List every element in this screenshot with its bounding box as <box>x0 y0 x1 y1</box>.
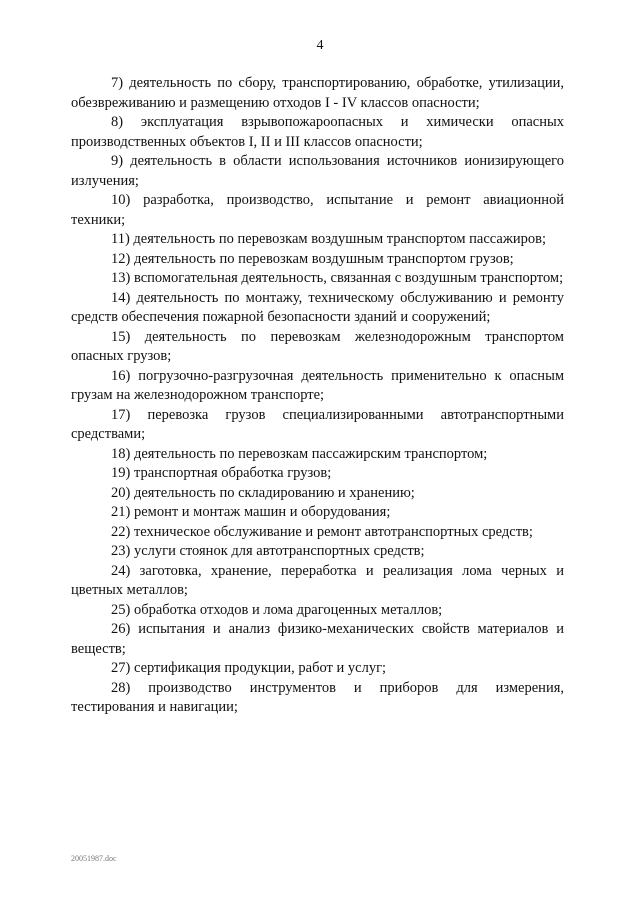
list-item: 28) производство инструментов и приборов для измерения, тестирования и навигации; <box>71 679 564 715</box>
list-item: 27) сертификация продукции, работ и услуг; <box>111 660 387 676</box>
list-item: 11) деятельность по перевозкам воздушным транспортом пассажиров; <box>111 231 546 247</box>
list-item: 9) деятельность в области использования источников ионизирующего излучения; <box>71 153 564 189</box>
list-item: 21) ремонт и монтаж машин и оборудования; <box>111 504 391 520</box>
list-item: 22) техническое обслуживание и ремонт автотранспортных средств; <box>111 523 533 540</box>
list-item: 26) испытания и анализ физико-механических свойств материалов и веществ; <box>71 621 564 657</box>
list-item: 10) разработка, производство, испытание и ремонт авиационной техники; <box>71 192 564 228</box>
footer-filename: 20051987.doc <box>71 854 117 863</box>
list-item: 15) деятельность по перевозкам железнодорожным транспортом опасных грузов; <box>71 328 564 364</box>
list-item: 25) обработка отходов и лома драгоценных металлов; <box>111 601 443 618</box>
list-item: 19) транспортная обработка грузов; <box>111 465 332 481</box>
list-item: 18) деятельность по перевозкам пассажирским транспортом; <box>111 445 488 462</box>
list-item: 20) деятельность по складированию и хранению; <box>111 484 415 501</box>
list-item: 23) услуги стоянок для автотранспортных средств; <box>111 543 425 559</box>
list-item: 17) перевозка грузов специализированными автотранспортными средствами; <box>71 406 564 442</box>
list-item: 7) деятельность по сбору, транспортированию, обработке, утилизации, обезвреживанию и размещению отходов I - IV классов опасности; <box>71 75 564 111</box>
list-item: 14) деятельность по монтажу, техническому обслуживанию и ремонту средств обеспечения пожарной безопасности зданий и сооружений; <box>71 289 564 325</box>
list-item: 8) эксплуатация взрывопожароопасных и химически опасных производственных объектов I, II и III классов опасности; <box>71 114 564 150</box>
list-item: 13) вспомогательная деятельность, связанная с воздушным транспортом; <box>111 270 564 286</box>
list-item: 12) деятельность по перевозкам воздушным транспортом грузов; <box>111 250 514 267</box>
list-item: 16) погрузочно-разгрузочная деятельность применительно к опасным грузам на железнодорожном транспорте; <box>71 367 564 403</box>
list-item: 24) заготовка, хранение, переработка и реализация лома черных и цветных металлов; <box>71 562 564 598</box>
document-body <box>71 74 564 718</box>
page-number: 4 <box>316 38 324 53</box>
